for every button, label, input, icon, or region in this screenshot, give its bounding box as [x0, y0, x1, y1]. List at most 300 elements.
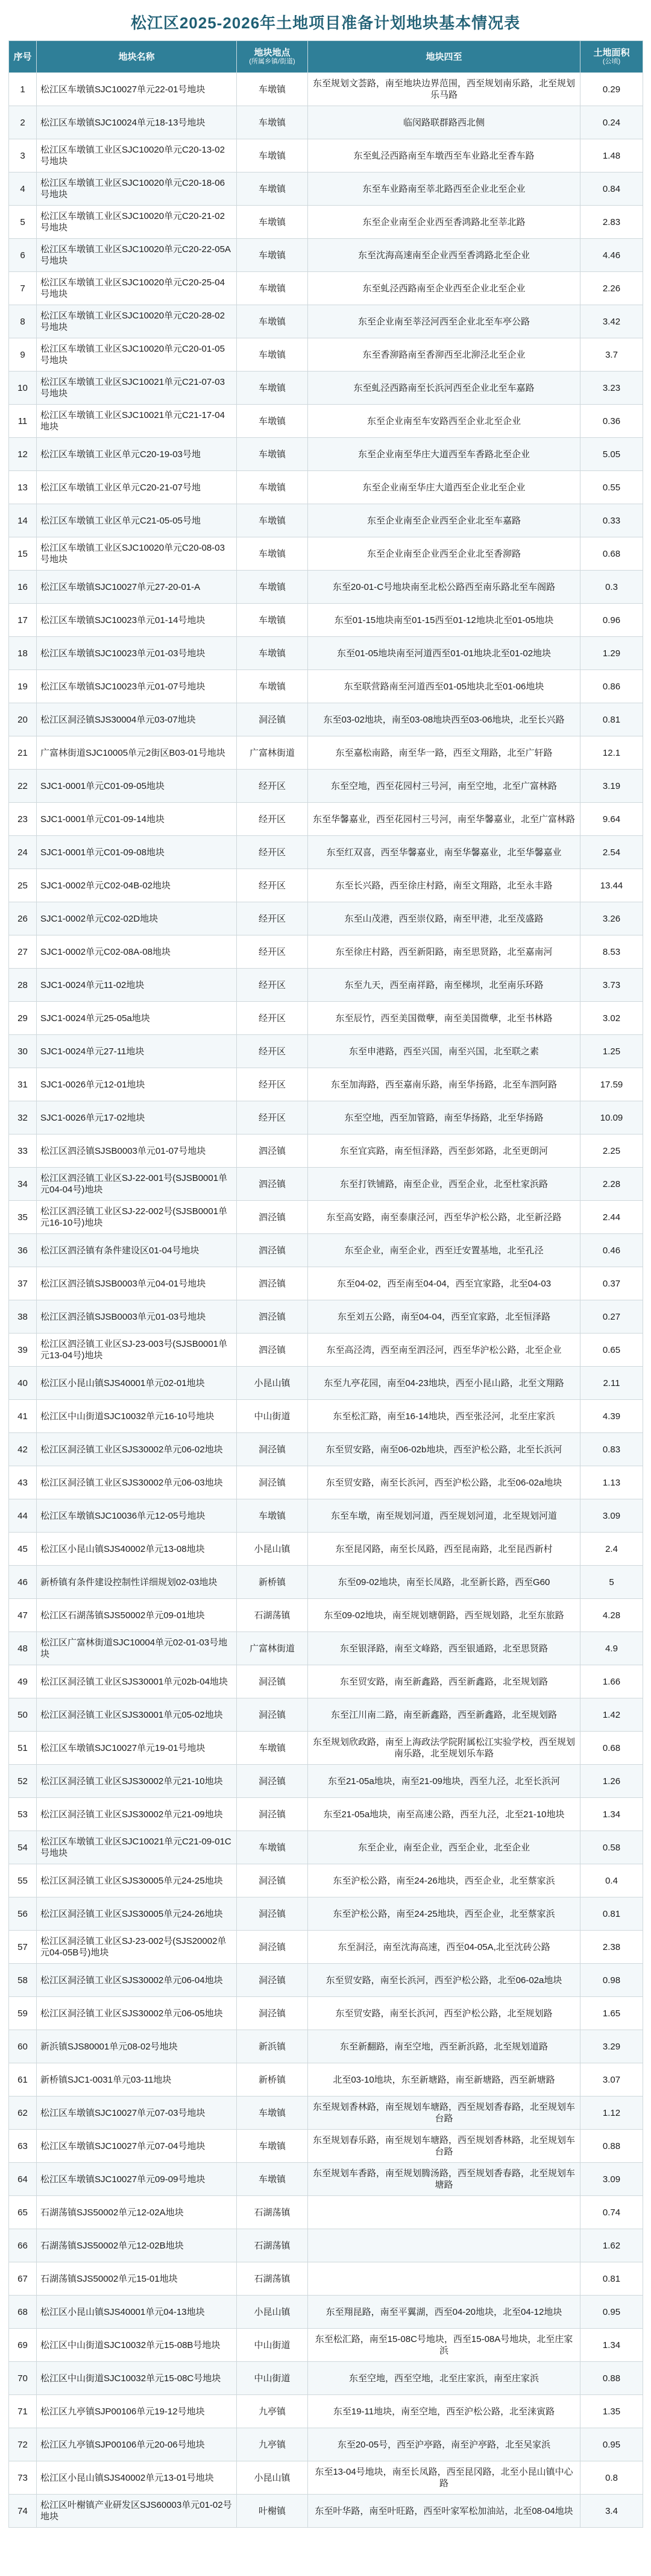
cell-name: 松江区中山街道SJC10032单元15-08B号地块	[37, 2329, 237, 2362]
cell-boundary: 东至企业南至华庄大道西至车香路北至企业	[308, 438, 580, 471]
cell-area: 0.95	[580, 2428, 643, 2461]
cell-location: 小昆山镇	[237, 1533, 308, 1566]
cell-area: 0.86	[580, 670, 643, 703]
table-row	[9, 504, 643, 537]
cell-name: 松江区洞泾镇工业区SJ-23-002号(SJS20002单元04-05B号)地块	[37, 1931, 237, 1964]
cell-location: 车墩镇	[237, 1499, 308, 1533]
cell-boundary	[308, 2196, 580, 2229]
cell-area: 2.38	[580, 1931, 643, 1964]
cell-area: 1.62	[580, 2229, 643, 2262]
cell-seq: 65	[9, 2196, 37, 2229]
cell-location: 洞泾镇	[237, 1698, 308, 1732]
cell-area: 1.42	[580, 1698, 643, 1732]
cell-boundary: 东至企业，南至企业，西至企业，北至企业	[308, 1831, 580, 1864]
cell-name: 松江区泗泾镇工业区SJ-22-001号(SJSB0001单元04-04号)地块	[37, 1168, 237, 1201]
table-row	[9, 305, 643, 338]
land-plot-table	[8, 40, 643, 2528]
cell-name: 松江区车墩镇工业区SJC10021单元C21-17-04地块	[37, 405, 237, 438]
page-title: 松江区2025-2026年土地项目准备计划地块基本情况表	[130, 14, 521, 32]
cell-location: 洞泾镇	[237, 1997, 308, 2030]
cell-name: 松江区洞泾镇工业区SJS30002单元06-03地块	[37, 1466, 237, 1499]
header-boundary: 地块四至	[308, 41, 580, 73]
cell-boundary: 东至企业南至华庄大道西至企业北至企业	[308, 471, 580, 504]
cell-name: 松江区小昆山镇SJS40002单元13-01号地块	[37, 2461, 237, 2495]
cell-name: 松江区车墩镇工业区单元C20-19-03号地	[37, 438, 237, 471]
cell-area: 0.46	[580, 1234, 643, 1267]
cell-seq: 73	[9, 2461, 37, 2495]
cell-location: 泗泾镇	[237, 1135, 308, 1168]
cell-area: 2.28	[580, 1168, 643, 1201]
cell-name: 松江区车墩镇工业区单元C21-05-05号地	[37, 504, 237, 537]
table-row	[9, 172, 643, 206]
table-row	[9, 1533, 643, 1566]
cell-name: 松江区洞泾镇工业区SJS30002单元06-05地块	[37, 1997, 237, 2030]
cell-area: 4.46	[580, 239, 643, 272]
cell-area: 3.42	[580, 305, 643, 338]
cell-seq: 56	[9, 1897, 37, 1931]
cell-location: 经开区	[237, 836, 308, 869]
table-row	[9, 2461, 643, 2495]
cell-name: 松江区泗泾镇工业区SJ-23-003号(SJSB0001单元13-04号)地块	[37, 1334, 237, 1367]
table-row	[9, 537, 643, 571]
cell-location: 洞泾镇	[237, 1964, 308, 1997]
cell-location: 小昆山镇	[237, 1367, 308, 1400]
cell-name: 松江区洞泾镇工业区SJS30002单元06-04地块	[37, 1964, 237, 1997]
cell-seq: 39	[9, 1334, 37, 1367]
cell-boundary: 东至香泖路南至香泖西至北泖泾北至企业	[308, 338, 580, 372]
cell-seq: 59	[9, 1997, 37, 2030]
cell-seq: 54	[9, 1831, 37, 1864]
cell-area: 0.96	[580, 604, 643, 637]
cell-location: 车墩镇	[237, 571, 308, 604]
table-row	[9, 2130, 643, 2163]
table-row	[9, 1168, 643, 1201]
cell-seq: 15	[9, 537, 37, 571]
cell-area: 1.29	[580, 637, 643, 670]
cell-seq: 26	[9, 902, 37, 935]
table-row	[9, 1765, 643, 1798]
cell-name: SJC1-0001单元C01-09-08地块	[37, 836, 237, 869]
cell-location: 泗泾镇	[237, 1168, 308, 1201]
cell-seq: 14	[9, 504, 37, 537]
cell-name: 松江区车墩镇SJC10027单元27-20-01-A	[37, 571, 237, 604]
cell-area: 0.83	[580, 1433, 643, 1466]
cell-name: 松江区洞泾镇工业区SJS30002单元06-02地块	[37, 1433, 237, 1466]
cell-area: 13.44	[580, 869, 643, 902]
cell-name: 松江区车墩镇SJC10023单元01-07号地块	[37, 670, 237, 703]
cell-boundary: 东至虬泾西路南至企业西至企业北至企业	[308, 272, 580, 305]
cell-location: 车墩镇	[237, 504, 308, 537]
cell-name: 松江区小昆山镇SJS40001单元04-13地块	[37, 2296, 237, 2329]
cell-location: 经开区	[237, 969, 308, 1002]
cell-seq: 66	[9, 2229, 37, 2262]
cell-seq: 52	[9, 1765, 37, 1798]
cell-area: 3.19	[580, 770, 643, 803]
cell-name: 松江区车墩镇工业区SJC10021单元C21-07-03号地块	[37, 372, 237, 405]
table-row	[9, 2196, 643, 2229]
cell-location: 车墩镇	[237, 604, 308, 637]
cell-boundary: 东至贸安路，南至长浜河，西至沪松公路，北至06-02a地块	[308, 1964, 580, 1997]
cell-seq: 71	[9, 2395, 37, 2428]
table-row	[9, 1300, 643, 1334]
cell-boundary: 东至昆冈路，南至长凤路，西至昆南路，北至昆西新村	[308, 1533, 580, 1566]
cell-name: 松江区车墩镇SJC10027单元19-01号地块	[37, 1732, 237, 1765]
cell-area: 3.02	[580, 1002, 643, 1035]
cell-area: 3.09	[580, 2163, 643, 2196]
cell-seq: 42	[9, 1433, 37, 1466]
cell-location: 九亭镇	[237, 2395, 308, 2428]
cell-name: 松江区洞泾镇工业区SJS30005单元24-25地块	[37, 1864, 237, 1897]
cell-location: 经开区	[237, 869, 308, 902]
table-row	[9, 902, 643, 935]
cell-seq: 1	[9, 73, 37, 106]
cell-name: 松江区车墩镇工业区SJC10020单元C20-28-02号地块	[37, 305, 237, 338]
cell-location: 经开区	[237, 1068, 308, 1101]
cell-name: 松江区车墩镇工业区单元C20-21-07号地	[37, 471, 237, 504]
cell-location: 经开区	[237, 1101, 308, 1135]
cell-seq: 67	[9, 2262, 37, 2296]
table-row	[9, 1400, 643, 1433]
cell-name: 松江区叶榭镇产业研发区SJS60003单元01-02号地块	[37, 2495, 237, 2528]
cell-area: 0.81	[580, 1897, 643, 1931]
cell-name: 松江区车墩镇SJC10027单元07-03号地块	[37, 2097, 237, 2130]
cell-seq: 57	[9, 1931, 37, 1964]
cell-name: 松江区中山街道SJC10032单元16-10号地块	[37, 1400, 237, 1433]
cell-seq: 32	[9, 1101, 37, 1135]
table-row	[9, 106, 643, 139]
cell-seq: 9	[9, 338, 37, 372]
cell-name: 松江区洞泾镇工业区SJS30001单元05-02地块	[37, 1698, 237, 1732]
cell-seq: 11	[9, 405, 37, 438]
cell-area: 0.95	[580, 2296, 643, 2329]
cell-location: 石湖荡镇	[237, 2229, 308, 2262]
cell-seq: 36	[9, 1234, 37, 1267]
cell-location: 新浜镇	[237, 2030, 308, 2063]
table-row	[9, 2030, 643, 2063]
cell-area: 3.29	[580, 2030, 643, 2063]
table-row	[9, 1334, 643, 1367]
cell-seq: 34	[9, 1168, 37, 1201]
cell-name: 广富林街道SJC10005单元2街区B03-01号地块	[37, 736, 237, 770]
cell-area: 1.48	[580, 139, 643, 172]
cell-location: 车墩镇	[237, 471, 308, 504]
cell-name: 松江区车墩镇工业区SJC10020单元C20-08-03号地块	[37, 537, 237, 571]
table-row	[9, 2329, 643, 2362]
cell-location: 新桥镇	[237, 2063, 308, 2097]
cell-seq: 17	[9, 604, 37, 637]
cell-seq: 22	[9, 770, 37, 803]
cell-seq: 19	[9, 670, 37, 703]
cell-boundary: 东至01-05地块南至河道西至01-01地块北至01-02地块	[308, 637, 580, 670]
cell-location: 泗泾镇	[237, 1267, 308, 1300]
table-row	[9, 1466, 643, 1499]
table-row	[9, 703, 643, 736]
table-row	[9, 2428, 643, 2461]
table-row	[9, 1897, 643, 1931]
cell-boundary: 东至空地，西至花园村三号河，南至空地，北至广富林路	[308, 770, 580, 803]
cell-area: 2.54	[580, 836, 643, 869]
cell-location: 车墩镇	[237, 670, 308, 703]
cell-location: 车墩镇	[237, 2163, 308, 2196]
cell-area: 0.84	[580, 172, 643, 206]
table-row	[9, 73, 643, 106]
cell-area: 0.36	[580, 405, 643, 438]
cell-area: 1.66	[580, 1665, 643, 1698]
cell-area: 0.24	[580, 106, 643, 139]
cell-location: 经开区	[237, 1035, 308, 1068]
cell-area: 3.09	[580, 1499, 643, 1533]
cell-boundary: 东至贸安路，南至06-02b地块，西至沪松公路，北至长浜河	[308, 1433, 580, 1466]
cell-boundary: 东至空地，西至空地，北至庄家浜，南至庄家浜	[308, 2362, 580, 2395]
cell-location: 中山街道	[237, 1400, 308, 1433]
table-row	[9, 1831, 643, 1864]
table-row	[9, 1599, 643, 1632]
cell-seq: 38	[9, 1300, 37, 1334]
cell-boundary: 东至规划欣政路，南至上海政法学院附属松江实验学校，西至规划南乐路，北至规划乐车路	[308, 1732, 580, 1765]
cell-boundary: 东至空地，西至加管路，南至华扬路，北至华扬路	[308, 1101, 580, 1135]
cell-boundary: 东至联营路南至河道西至01-05地块北至01-06地块	[308, 670, 580, 703]
cell-name: SJC1-0026单元12-01地块	[37, 1068, 237, 1101]
cell-location: 车墩镇	[237, 2130, 308, 2163]
cell-seq: 30	[9, 1035, 37, 1068]
cell-location: 车墩镇	[237, 438, 308, 471]
cell-seq: 24	[9, 836, 37, 869]
table-row	[9, 1201, 643, 1234]
cell-location: 新桥镇	[237, 1566, 308, 1599]
table-body	[9, 73, 643, 2528]
cell-seq: 46	[9, 1566, 37, 1599]
table-row	[9, 571, 643, 604]
table-row	[9, 1234, 643, 1267]
table-row	[9, 1068, 643, 1101]
cell-location: 泗泾镇	[237, 1234, 308, 1267]
cell-location: 车墩镇	[237, 172, 308, 206]
cell-name: 松江区洞泾镇工业区SJS30001单元02b-04地块	[37, 1665, 237, 1698]
cell-location: 车墩镇	[237, 206, 308, 239]
cell-name: 松江区洞泾镇工业区SJS30005单元24-26地块	[37, 1897, 237, 1931]
cell-name: 松江区车墩镇SJC10027单元22-01号地块	[37, 73, 237, 106]
cell-location: 经开区	[237, 1002, 308, 1035]
cell-area: 2.83	[580, 206, 643, 239]
cell-area: 0.37	[580, 1267, 643, 1300]
cell-boundary: 东至翔昆路，南至平翼湖，西至04-20地块，北至04-12地块	[308, 2296, 580, 2329]
cell-location: 经开区	[237, 770, 308, 803]
cell-seq: 70	[9, 2362, 37, 2395]
cell-boundary: 东至21-05a地块，南至21-09地块，西至九泾，北至长浜河	[308, 1765, 580, 1798]
table-row	[9, 869, 643, 902]
cell-location: 车墩镇	[237, 239, 308, 272]
cell-boundary: 东至规划文荟路，南至地块边界范围，西至规划南乐路，北至规划乐马路	[308, 73, 580, 106]
cell-name: 松江区泗泾镇有条件建设区01-04号地块	[37, 1234, 237, 1267]
header-area-label: 土地面积	[593, 48, 630, 58]
cell-area: 3.26	[580, 902, 643, 935]
cell-seq: 13	[9, 471, 37, 504]
table-row	[9, 2395, 643, 2428]
cell-boundary: 东至规划春乐路，南至规划车塘路，西至规划香林路，北至规划车台路	[308, 2130, 580, 2163]
cell-boundary: 东至九天，西至南祥路，南至梯坝，北至南乐环路	[308, 969, 580, 1002]
cell-seq: 2	[9, 106, 37, 139]
table-row	[9, 1698, 643, 1732]
table-row	[9, 471, 643, 504]
table-row	[9, 405, 643, 438]
cell-name: 松江区车墩镇SJC10027单元07-04号地块	[37, 2130, 237, 2163]
cell-name: 松江区小昆山镇SJS40001单元02-01地块	[37, 1367, 237, 1400]
cell-seq: 60	[9, 2030, 37, 2063]
cell-location: 叶榭镇	[237, 2495, 308, 2528]
cell-name: 松江区车墩镇工业区SJC10020单元C20-01-05号地块	[37, 338, 237, 372]
cell-location: 经开区	[237, 935, 308, 969]
cell-area: 1.35	[580, 2395, 643, 2428]
table-row	[9, 372, 643, 405]
cell-area: 0.74	[580, 2196, 643, 2229]
cell-seq: 58	[9, 1964, 37, 1997]
cell-boundary: 临闵路联群路西北侧	[308, 106, 580, 139]
cell-name: 松江区车墩镇工业区SJC10020单元C20-25-04号地块	[37, 272, 237, 305]
cell-area: 0.65	[580, 1334, 643, 1367]
cell-location: 车墩镇	[237, 537, 308, 571]
cell-location: 车墩镇	[237, 73, 308, 106]
cell-location: 洞泾镇	[237, 1864, 308, 1897]
table-row	[9, 1367, 643, 1400]
cell-boundary: 东至银泽路，南至文峰路，西至银通路，北至思贤路	[308, 1632, 580, 1665]
cell-location: 洞泾镇	[237, 1931, 308, 1964]
cell-area: 1.26	[580, 1765, 643, 1798]
cell-seq: 20	[9, 703, 37, 736]
cell-name: SJC1-0024单元27-11地块	[37, 1035, 237, 1068]
cell-seq: 72	[9, 2428, 37, 2461]
cell-boundary: 东至规划车香路，南至规划腾汤路，西至规划香春路，北至规划车塘路	[308, 2163, 580, 2196]
header-name: 地块名称	[37, 41, 237, 73]
cell-location: 中山街道	[237, 2362, 308, 2395]
cell-name: SJC1-0002单元C02-04B-02地块	[37, 869, 237, 902]
cell-boundary: 东至江川南二路，南至新鑫路，西至新鑫路，北至规划路	[308, 1698, 580, 1732]
cell-boundary: 东至徐庄村路，西至新阳路，南至思贤路，北至嘉南河	[308, 935, 580, 969]
cell-boundary: 东至企业，南至企业，西至迁安置基地，北至孔泾	[308, 1234, 580, 1267]
cell-name: 松江区车墩镇工业区SJC10020单元C20-21-02号地块	[37, 206, 237, 239]
table-row	[9, 969, 643, 1002]
cell-boundary: 东至沈海高速南至企业西至香鸿路北至企业	[308, 239, 580, 272]
cell-seq: 63	[9, 2130, 37, 2163]
cell-area: 0.4	[580, 1864, 643, 1897]
cell-name: 石湖荡镇SJS50002单元12-02B地块	[37, 2229, 237, 2262]
cell-location: 石湖荡镇	[237, 2262, 308, 2296]
cell-seq: 3	[9, 139, 37, 172]
cell-seq: 40	[9, 1367, 37, 1400]
table-row	[9, 2495, 643, 2528]
cell-location: 经开区	[237, 803, 308, 836]
cell-boundary: 东至规划香林路，南至规划车塘路，西至规划香春路，北至规划车台路	[308, 2097, 580, 2130]
cell-name: 松江区广富林街道SJC10004单元02-01-03号地块	[37, 1632, 237, 1665]
cell-boundary: 东至申港路，西至兴国，南至兴国，北至联之素	[308, 1035, 580, 1068]
cell-name: 松江区泗泾镇SJSB0003单元01-03号地块	[37, 1300, 237, 1334]
cell-area: 3.07	[580, 2063, 643, 2097]
header-location-sub: (所属乡镇/街道)	[249, 58, 295, 65]
cell-seq: 62	[9, 2097, 37, 2130]
cell-area: 0.81	[580, 2262, 643, 2296]
header-location-label: 地块地点	[254, 48, 291, 58]
cell-location: 洞泾镇	[237, 1433, 308, 1466]
table-row	[9, 1101, 643, 1135]
cell-location: 小昆山镇	[237, 2461, 308, 2495]
cell-area: 17.59	[580, 1068, 643, 1101]
cell-seq: 16	[9, 571, 37, 604]
cell-name: 松江区洞泾镇SJS30004单元03-07地块	[37, 703, 237, 736]
cell-boundary: 东至辰竹，西至美国微孽，南至美国微孽，北至书林路	[308, 1002, 580, 1035]
cell-boundary: 东至13-04号地块，南至长凤路，西至昆冈路，北至小昆山镇中心路	[308, 2461, 580, 2495]
cell-boundary: 东至贸安路，南至长浜河，西至沪松公路，北至06-02a地块	[308, 1466, 580, 1499]
cell-area: 4.9	[580, 1632, 643, 1665]
cell-name: 松江区车墩镇工业区SJC10020单元C20-18-06号地块	[37, 172, 237, 206]
cell-name: 松江区车墩镇SJC10023单元01-14号地块	[37, 604, 237, 637]
cell-seq: 45	[9, 1533, 37, 1566]
cell-boundary: 东至企业南至企业西至企业北至香泖路	[308, 537, 580, 571]
cell-boundary: 东至企业南至莘泾河西至企业北至车亭公路	[308, 305, 580, 338]
cell-area: 1.12	[580, 2097, 643, 2130]
cell-area: 0.81	[580, 703, 643, 736]
cell-boundary: 东至20-01-C号地块南至北松公路西至南乐路北至车阁路	[308, 571, 580, 604]
table-row	[9, 770, 643, 803]
cell-area: 1.25	[580, 1035, 643, 1068]
cell-location: 车墩镇	[237, 106, 308, 139]
cell-area: 2.11	[580, 1367, 643, 1400]
table-row	[9, 670, 643, 703]
cell-boundary: 东至加海路，西至嘉南乐路，南至华扬路，北至车泗阿路	[308, 1068, 580, 1101]
cell-boundary: 东至虬泾西路南至车墩西至车业路北至香车路	[308, 139, 580, 172]
cell-area: 12.1	[580, 736, 643, 770]
cell-area: 9.64	[580, 803, 643, 836]
cell-area: 4.28	[580, 1599, 643, 1632]
cell-name: 松江区车墩镇SJC10024单元18-13号地块	[37, 106, 237, 139]
cell-name: SJC1-0024单元25-05a地块	[37, 1002, 237, 1035]
cell-name: 松江区泗泾镇SJSB0003单元01-07号地块	[37, 1135, 237, 1168]
cell-area: 2.4	[580, 1533, 643, 1566]
table-row	[9, 1566, 643, 1599]
cell-boundary: 东至贸安路，南至长浜河，西至沪松公路，北至规划路	[308, 1997, 580, 2030]
cell-location: 九亭镇	[237, 2428, 308, 2461]
cell-location: 洞泾镇	[237, 703, 308, 736]
cell-name: 松江区洞泾镇工业区SJS30002单元21-09地块	[37, 1798, 237, 1831]
cell-location: 洞泾镇	[237, 1798, 308, 1831]
cell-name: 松江区小昆山镇SJS40002单元13-08地块	[37, 1533, 237, 1566]
cell-name: SJC1-0026单元17-02地块	[37, 1101, 237, 1135]
cell-name: 石湖荡镇SJS50002单元12-02A地块	[37, 2196, 237, 2229]
cell-location: 车墩镇	[237, 1732, 308, 1765]
cell-area: 0.68	[580, 537, 643, 571]
cell-seq: 47	[9, 1599, 37, 1632]
cell-location: 车墩镇	[237, 1831, 308, 1864]
cell-boundary: 东至高安路，南至泰康泾河，西至华沪松公路，北至新泾路	[308, 1201, 580, 1234]
cell-area: 10.09	[580, 1101, 643, 1135]
cell-seq: 44	[9, 1499, 37, 1533]
cell-location: 泗泾镇	[237, 1201, 308, 1234]
cell-location: 车墩镇	[237, 372, 308, 405]
cell-name: 松江区九亭镇SJP00106单元19-12号地块	[37, 2395, 237, 2428]
cell-area: 2.26	[580, 272, 643, 305]
cell-boundary: 东至09-02地块，南至规划塘朝路，西至规划路，北至东旅路	[308, 1599, 580, 1632]
cell-name: 松江区车墩镇SJC10023单元01-03号地块	[37, 637, 237, 670]
cell-location: 广富林街道	[237, 1632, 308, 1665]
table-row	[9, 139, 643, 172]
cell-boundary: 东至洞泾，南至沈海高速，西至04-05A,北至沈砖公路	[308, 1931, 580, 1964]
cell-seq: 7	[9, 272, 37, 305]
table-row	[9, 604, 643, 637]
header-area-sub: (公顷)	[602, 58, 621, 65]
table-row	[9, 1433, 643, 1466]
cell-area: 1.34	[580, 1798, 643, 1831]
table-row	[9, 803, 643, 836]
table-row	[9, 239, 643, 272]
table-row	[9, 1665, 643, 1698]
